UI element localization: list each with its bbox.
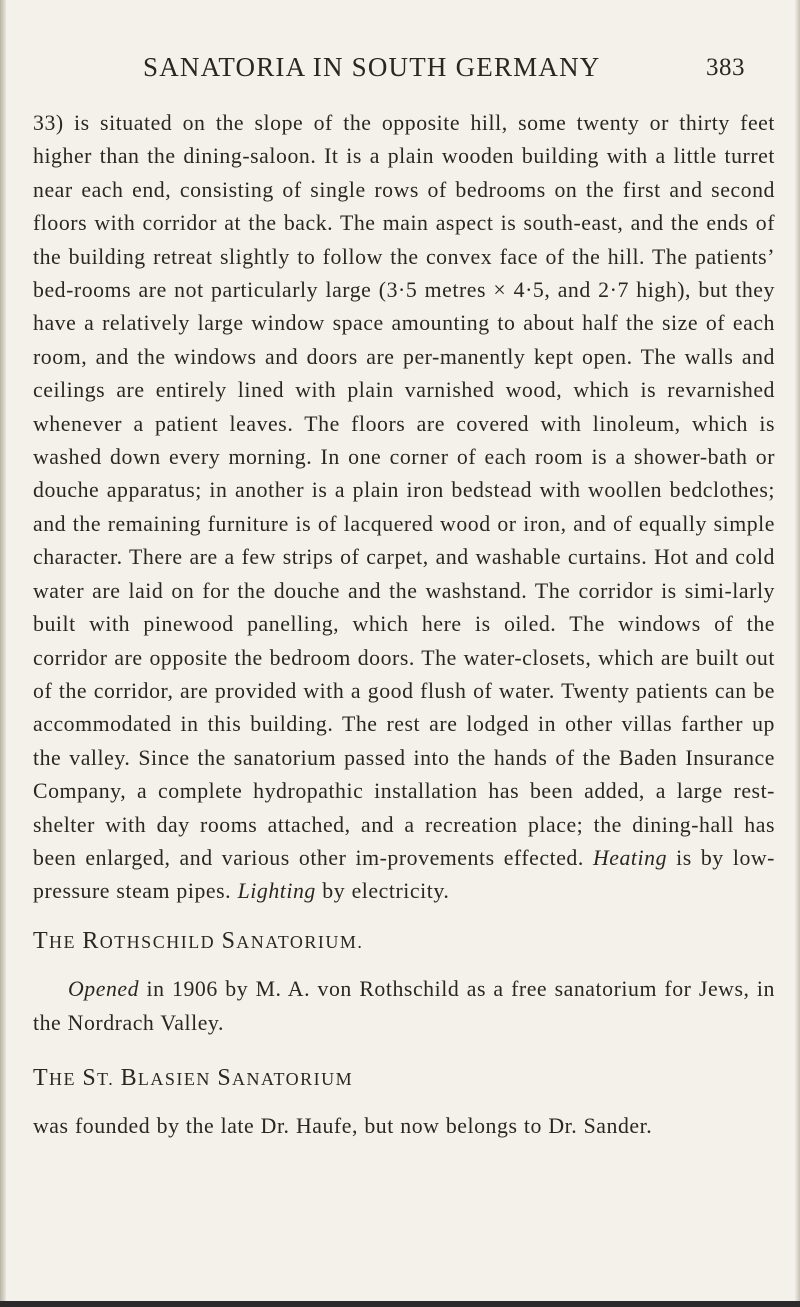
heading-small: T. — [97, 1068, 121, 1089]
heading-small: ANATORIUM — [231, 1068, 354, 1089]
heading-cap: R — [82, 927, 100, 954]
section-heading-rothschild — [33, 925, 775, 959]
heading-cap: T — [33, 1064, 49, 1091]
heading-cap: S — [217, 1064, 232, 1091]
running-title: SANATORIA IN SOUTH GERMANY — [143, 52, 601, 82]
heading-small: LASIEN — [137, 1068, 218, 1089]
paragraph-building-text: 33) is situated on the slope of the opposite hill, some twenty or thirty feet higher than the dining-saloon. It is a plain wooden building with a little turret near each end, consisting of single rows of bedrooms on the first and second floors with corridor at the back. The main aspect is south-east, and the ends of the building retreat slightly to follow the convex face of the hill. The patients’ bed-rooms are not particularly large (3·5 metres × 4·5, and 2·7 high), but they have a relatively large window space amounting to about half the size of each room, and the windows and doors are per-manently kept open. The walls and ceilings are entirely lined with plain varnished wood, which is revarnished whenever a patient leaves. The floors are covered with linoleum, which is washed down every morning. In one corner of each room is a shower-bath or douche apparatus; in another is a plain iron bedstead with woollen bedclothes; and the remaining furniture is of lacquered wood or iron, and of equally simple character. There are a few strips of carpet, and washable curtains. Hot and cold water are laid on for the douche and the washstand. The corridor is simi-larly built with pinewood panelling, which here is oiled. The windows of the corridor are opposite the bedroom doors. The water-closets, which are built out of the corridor, are provided with a good flush of water. Twenty patients can be accommodated in this building. The rest are lodged in other villas farther up the valley. Since the sanatorium passed into the hands of the Baden Insurance Company, a complete hydropathic installation has been added, a large rest-shelter with day rooms attached, and a recreation place; the dining-hall has been enlarged, and various other im-provements effected. — [33, 111, 775, 870]
heading-cap: T — [33, 927, 49, 954]
section-heading-st-blasien — [33, 1062, 775, 1096]
rothschild-text: in 1906 by M. A. von Rothschild as a free sanatorium for Jews, in the Nordrach Valley. — [33, 977, 775, 1035]
book-page — [33, 52, 775, 1144]
heating-label: Heating — [592, 845, 668, 870]
page-edge-bottom — [0, 1301, 800, 1307]
lighting-text: by electricity. — [315, 879, 450, 904]
paragraph-st-blasien: was founded by the late Dr. Haufe, but now belongs to Dr. Sander. — [33, 1114, 653, 1139]
page-edge-right — [795, 0, 800, 1307]
opened-label: Opened — [68, 977, 140, 1002]
paragraph-rothschild — [33, 973, 775, 1040]
heading-small: ANATORIUM. — [236, 931, 364, 952]
page-number: 383 — [706, 54, 745, 81]
running-head — [33, 52, 775, 92]
lighting-label: Lighting — [237, 879, 316, 904]
page-edge-left — [0, 0, 6, 1307]
heating-text: is by low-pressure steam pipes. — [33, 845, 775, 904]
heading-cap: S — [221, 927, 237, 954]
heading-cap: B — [120, 1064, 138, 1091]
body-text — [33, 107, 775, 1144]
heading-small: OTHSCHILD — [99, 931, 222, 952]
paragraph-building-description — [33, 107, 775, 909]
heading-small: HE — [48, 1068, 83, 1089]
heading-cap: S — [82, 1064, 98, 1091]
heading-small: HE — [48, 931, 83, 952]
